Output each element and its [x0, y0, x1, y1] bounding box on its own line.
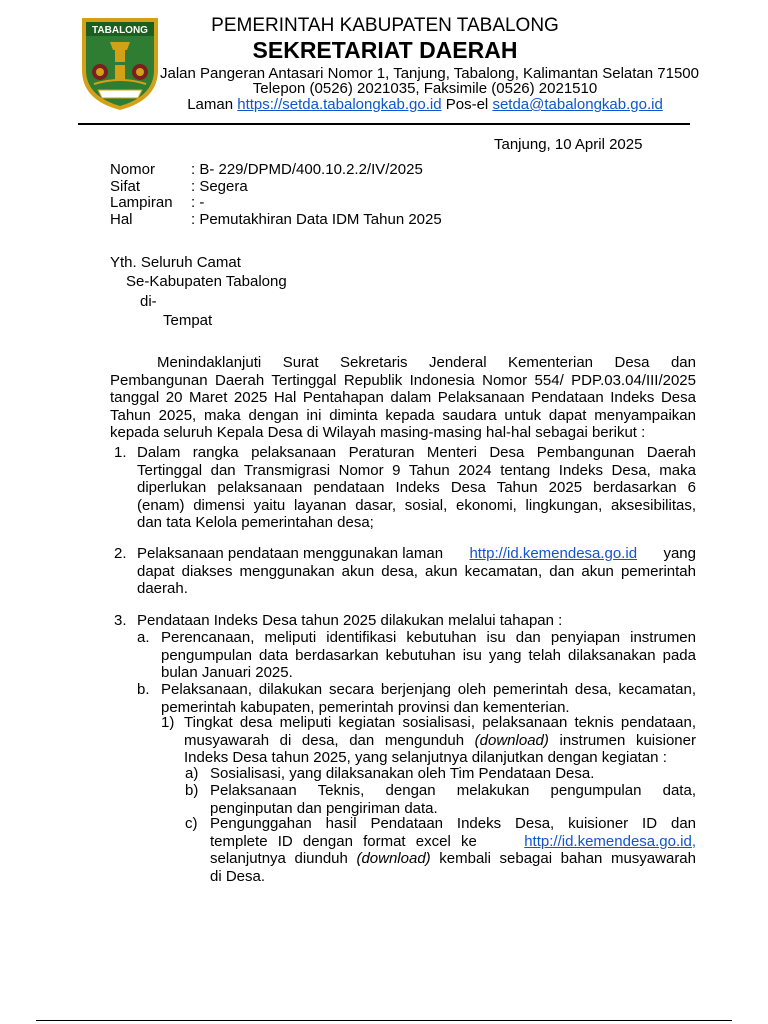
item-3b1-line-3: Indeks Desa tahun 2025, yang selanjutnya dilanjutkan dengan kegiatan :: [184, 749, 667, 766]
item-2-prefix: Pelaksanaan pendataan menggunakan laman: [137, 545, 444, 562]
item-3a-text: [161, 629, 696, 682]
meta-nature-label: Sifat: [110, 178, 141, 195]
item-3a-line: bulan Januari 2025.: [161, 664, 293, 681]
item-3a-letter: a.: [137, 629, 150, 646]
meta-nature-value: : Segera: [191, 178, 248, 195]
intro-line: Pembangunan Daerah Tertinggal Republik Indonesia Nomor 554/ PDP.03.04/III/2025: [110, 371, 696, 389]
office-phone: Telepon (0526) 2021035, Faksimile (0526) 2021510: [252, 80, 598, 97]
recipient-line-3: di-: [140, 293, 157, 310]
intro-line: kepada seluruh Kepala Desa di Wilayah masing-masing hal-hal sebagai berikut :: [110, 424, 646, 441]
letter-date: Tanjung, 10 April 2025: [494, 136, 643, 153]
item-3b1c-pre3: selanjutnya diunduh: [210, 850, 357, 867]
item-3b1a-letter: a): [185, 765, 199, 782]
item-3b1-line-2: [184, 732, 696, 750]
email-label: Pos-el: [441, 96, 493, 113]
intro-line: Tahun 2025, maka dengan ini diminta kepada saudara untuk dapat menyampaikan: [110, 406, 696, 424]
svg-text:TABALONG: TABALONG: [92, 25, 148, 36]
item-2-number: 2.: [114, 545, 127, 562]
item-3b1c-line-3: [210, 850, 696, 868]
item-3b-line: pemerintah kabupaten, pemerintah provinsi dan kementerian.: [161, 698, 570, 716]
header-divider: [78, 123, 690, 125]
item-3b1-post: instrumen kuisioner: [548, 731, 696, 749]
office-name: SEKRETARIAT DAERAH: [252, 37, 518, 63]
office-contact-line: [160, 97, 690, 113]
item-3b1c-text: [210, 815, 696, 885]
intro-line: Menindaklanjuti Surat Sekretaris Jenderal Kementerian Desa dan: [157, 354, 696, 371]
email-link[interactable]: setda@tabalongkab.go.id: [492, 96, 663, 113]
item-1-text: [137, 444, 696, 532]
office-address: Jalan Pangeran Antasari Nomor 1, Tanjung, Tabalong, Kalimantan Selatan 71500: [160, 65, 699, 82]
item-1-line: diperlukan pelaksanaan pendataan Indeks Desa Tahun 2025 berdasarkan 6: [137, 479, 696, 496]
item-2-line-1: [137, 545, 696, 563]
government-name: PEMERINTAH KABUPATEN TABALONG: [211, 15, 559, 36]
meta-attachment-value: : -: [191, 194, 205, 211]
item-3b1c-post3: kembali sebagai bahan musyawarah: [430, 850, 696, 867]
recipient-line-4: Tempat: [163, 312, 213, 329]
item-3b1b-line-2: penginputan dan pengiriman data.: [210, 799, 438, 817]
page-bottom-rule: [36, 1020, 732, 1021]
item-3b1b-text: [210, 782, 696, 817]
item-1-line: Tertinggal dan Transmigrasi Nomor 9 Tahun 2024 tentang Indeks Desa, maka: [137, 461, 696, 479]
item-3b1c-line-2: [210, 833, 696, 851]
kemendesa-link[interactable]: http://id.kemendesa.go.id: [469, 545, 638, 562]
item-3b1c-letter: c): [185, 815, 198, 832]
item-3b1-line-1: Tingkat desa meliputi kegiatan sosialisasi, pelaksanaan teknis pendataan,: [184, 714, 696, 731]
item-1-line: Dalam rangka pelaksanaan Peraturan Menteri Desa Pembangunan Daerah: [137, 444, 696, 461]
item-3b-letter: b.: [137, 681, 150, 698]
item-3b1a-text: Sosialisasi, yang dilaksanakan oleh Tim Pendataan Desa.: [210, 765, 595, 782]
item-3-intro: Pendataan Indeks Desa tahun 2025 dilakukan melalui tahapan :: [137, 612, 563, 629]
meta-subject-value: : Pemutakhiran Data IDM Tahun 2025: [191, 211, 442, 228]
item-3a-line: pengumpulan data berdasarkan kebutuhan isu yang telah dilaksanakan pada: [161, 646, 696, 664]
item-3b-line: Pelaksanaan, dilakukan secara berjenjang oleh pemerintah desa, kecamatan,: [161, 681, 696, 698]
item-3b1-number: 1): [161, 714, 175, 731]
item-3b1c-line-4: di Desa.: [210, 867, 266, 885]
recipient-line-2: Se-Kabupaten Tabalong: [126, 273, 287, 290]
item-3b-text: [161, 681, 696, 716]
item-3b1-em: (download): [474, 731, 549, 749]
item-3b1c-em: (download): [356, 850, 431, 867]
item-1-number: 1.: [114, 444, 127, 461]
item-3b1-pre: musyawarah di desa, dan mengunduh: [184, 731, 475, 749]
item-2-text: [137, 545, 696, 598]
meta-number-value: : B- 229/DPMD/400.10.2.2/IV/2025: [191, 161, 423, 178]
recipient-line-1: Yth. Seluruh Camat: [110, 254, 241, 271]
meta-subject-label: Hal: [110, 211, 133, 228]
web-label: Laman: [187, 96, 238, 113]
item-3b1c-pre: templete ID dengan format excel ke: [210, 832, 477, 850]
kemendesa-link-2[interactable]: http://id.kemendesa.go.id,: [524, 832, 696, 850]
tabalong-emblem-logo: [80, 14, 160, 112]
item-2-suffix: yang: [663, 545, 696, 562]
item-3b1-text: [184, 714, 696, 767]
item-3a-line: Perencanaan, meliputi identifikasi kebutuhan isu dan penyiapan instrumen: [161, 629, 696, 646]
intro-line: tanggal 20 Maret 2025 Hal Pentahapan dalam Pelaksanaan Pendataan Indeks Desa: [110, 389, 696, 406]
item-1-line: dan tata Kelola pemerintahan desa;: [137, 514, 374, 531]
item-3b1c-line-1: Pengunggahan hasil Pendataan Indeks Desa, kuisioner ID dan: [210, 815, 696, 832]
meta-number-label: Nomor: [110, 161, 156, 178]
item-3-number: 3.: [114, 612, 127, 629]
item-2-line-2: dapat diakses menggunakan akun desa, akun kecamatan, dan akun pemerintah: [137, 562, 696, 580]
meta-attachment-label: Lampiran: [110, 194, 173, 211]
item-2-line-3: daerah.: [137, 580, 188, 597]
intro-paragraph: [110, 354, 696, 442]
website-link[interactable]: https://setda.tabalongkab.go.id: [237, 96, 442, 113]
item-3b1b-line-1: Pelaksanaan Teknis, dengan melakukan pengumpulan data,: [210, 782, 696, 799]
item-1-line: (enam) dimensi yaitu layanan dasar, sosial, ekonomi, lingkungan, aksesibilitas,: [137, 496, 696, 514]
item-3b1b-letter: b): [185, 782, 199, 799]
